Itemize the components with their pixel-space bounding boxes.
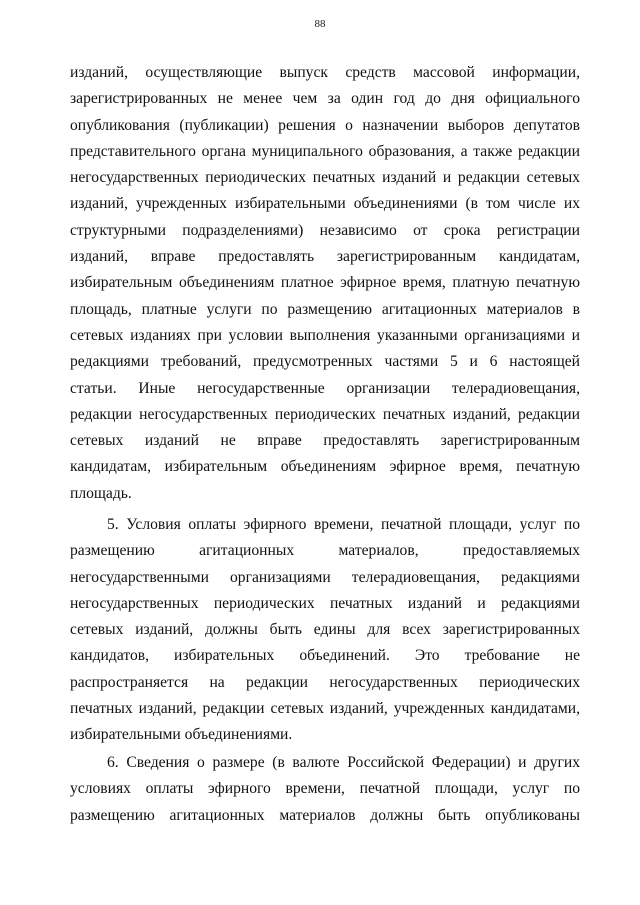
text-line: избирательным объединениям платное эфирное время, платную печатную	[70, 274, 580, 292]
text-line: размещению агитационных материалов, предоставляемых	[70, 542, 580, 560]
text-line: структурными подразделениями) независимо от срока регистрации	[70, 221, 580, 239]
text-line: зарегистрированных не менее чем за один год до дня официального	[70, 90, 580, 108]
text-line: размещению агитационных материалов должны быть опубликованы	[70, 806, 580, 824]
paragraph-item-5	[70, 512, 580, 749]
text-line: редакции негосударственных периодических печатных изданий, редакции	[70, 405, 580, 423]
text-line: сетевых изданий, должны быть едины для всех зарегистрированных	[70, 621, 580, 639]
text-line: изданий, осуществляющие выпуск средств массовой информации,	[70, 64, 580, 81]
text-line: редакциями требований, предусмотренных частями 5 и 6 настоящей	[70, 353, 580, 371]
text-line: распространяется на редакции негосударственных периодических	[70, 673, 580, 691]
text-line: изданий, учрежденных избирательными объединениями (в том числе их	[70, 195, 580, 213]
text-line: опубликования (публикации) решения о назначении выборов депутатов	[70, 116, 580, 134]
text-line: 6. Сведения о размере (в валюте Российской Федерации) и других	[107, 754, 580, 771]
text-line: изданий, вправе предоставлять зарегистрированным кандидатам,	[70, 248, 580, 266]
text-line: негосударственных периодических печатных изданий и редакции сетевых	[70, 169, 580, 187]
text-line: печатных изданий, редакции сетевых изданий, учрежденных кандидатами,	[70, 700, 580, 718]
text-line: сетевых изданий не вправе предоставлять зарегистрированным	[70, 432, 580, 450]
paragraph-item-6	[70, 750, 580, 829]
text-line: кандидатам, избирательным объединениям эфирное время, печатную	[70, 458, 580, 476]
text-line: негосударственных периодических печатных изданий и редакциями	[70, 594, 580, 612]
text-line: 5. Условия оплаты эфирного времени, печатной площади, услуг по	[107, 516, 580, 533]
text-line: кандидатов, избирательных объединений. Это требование не	[70, 647, 580, 665]
text-line: статьи. Иные негосударственные организации телерадиовещания,	[70, 379, 580, 397]
text-line: сетевых изданиях при условии выполнения указанными организациями и	[70, 326, 580, 344]
text-line: представительного органа муниципального образования, а также редакции	[70, 142, 580, 160]
text-line: площадь, платные услуги по размещению агитационных материалов в	[70, 300, 580, 318]
text-line: негосударственными организациями телерадиовещания, редакциями	[70, 568, 580, 586]
text-line: площадь.	[70, 484, 132, 502]
text-line: условиях оплаты эфирного времени, печатной площади, услуг по	[70, 780, 580, 798]
page-number: 88	[314, 18, 326, 30]
text-line: избирательными объединениями.	[70, 726, 293, 744]
paragraph-continuation	[70, 60, 580, 507]
